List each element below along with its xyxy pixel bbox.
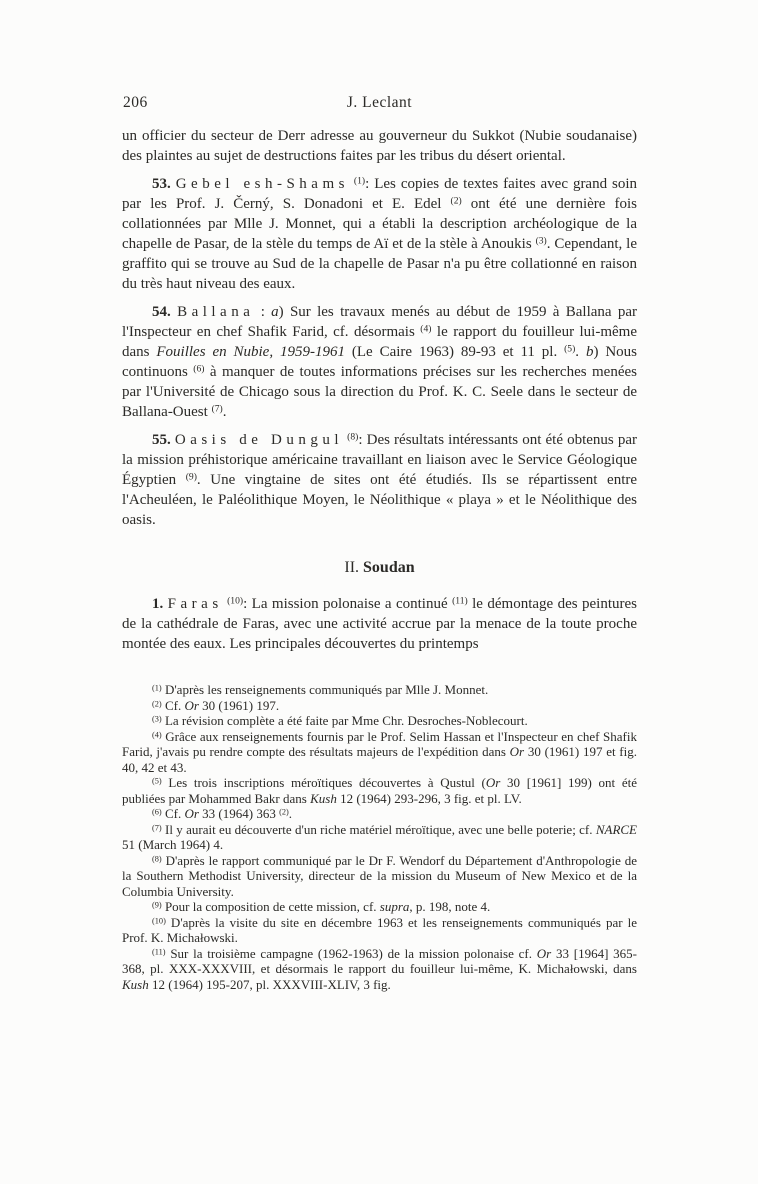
paragraph-1-faras: 1. Faras $^{(10)}$: La mission polonaise a continué $^{(11)}$ le démontage des peintures de la cathédrale de Faras, avec une activité accrue par la menace de la toute proche montée des eaux. Les principales découvertes du printemps bbox=[122, 595, 637, 652]
footnote-2: $^{(2)}$ Cf. Or 30 (1961) 197. bbox=[152, 697, 280, 713]
footnote-9: $^{(9)}$ Pour la composition de cette mission, cf. supra, p. 198, note 4. bbox=[152, 899, 491, 914]
footnote-6: $^{(6)}$ Cf. Or 33 (1964) 363 $^{(2)}$. bbox=[152, 806, 293, 821]
running-title: J. Leclant bbox=[346, 94, 413, 111]
footnote-8: $^{(8)}$ D'après le rapport communiqué par le Dr F. Wendorf du Département d'Anthropologie de la Southern Methodist University, directeur de la mission du Museum of New Mexico et de la Columbia University. bbox=[122, 852, 637, 899]
footnote-3: $^{(3)}$ La révision complète a été faite par Mme Chr. Desroches-Noblecourt. bbox=[152, 713, 528, 728]
paragraph-53-gebel-esh-shams: 53. Gebel esh-Shams $^{(1)}$: Les copies de textes faites avec grand soin par les Prof. J. Černý, S. Donadoni et E. Edel $^{(2)}$ ont été une dernière fois collationnées par Mlle J. Monnet, qui a établi la description archéologique de la chapelle de Pasar, de la stèle du temps de Aï et de la stèle à Anoukis $^{(3)}$. Cependant, le graffito qui se trouve au Sud de la chapelle de Pasar n'a pu être collationné en raison du très haut niveau des eaux. bbox=[122, 175, 638, 292]
paragraph-continuation: un officier du secteur de Derr adresse au gouverneur du Sukkot (Nubie soudanaise) des plaintes au sujet de destructions faites par les tribus du désert oriental. bbox=[122, 128, 637, 164]
paragraph-54-ballana: 54. Ballana : a) Sur les travaux menés au début de 1959 à Ballana par l'Inspecteur en chef Shafik Farid, cf. désormais $^{(4)}$ le rapport du fouilleur lui-même dans Fouilles en Nubie, 1959-1961 (Le Caire 1963) 89-93 et 11 pl. $^{(5)}$. b) Nous continuons $^{(6)}$ à manquer de toutes informations précises sur les recherches menées par l'Université de Chicago sous la direction du Prof. K. C. Seele dans le secteur de Ballana-Ouest $^{(7)}$. bbox=[122, 304, 638, 420]
body-text bbox=[122, 126, 637, 654]
footnote-11: $^{(11)}$ Sur la troisième campagne (1962-1963) de la mission polonaise cf. Or 33 [1964] 365-368, pl. XXX-XXXVIII, et désormais le rapport du fouilleur lui-même, K. Michałowski, dans Kush 12 (1964) 195-207, pl. XXXVIII-XLIV, 3 fig. bbox=[122, 945, 637, 992]
paragraph-55-oasis-de-dungul: 55. Oasis de Dungul $^{(8)}$: Des résultats intéressants ont été obtenus par la mission préhistorique américaine travaillant en liaison avec le Service Géologique Égyptien $^{(9)}$. Une vingtaine de sites ont été étudiés. Ils se répartissent entre l'Acheuléen, le Paléolithique Moyen, le Néolithique « playa » et le Néolithique des oasis. bbox=[122, 431, 638, 528]
footnote-1: $^{(1)}$ D'après les renseignements communiqués par Mlle J. Monnet. bbox=[152, 682, 489, 697]
footnotes-block bbox=[122, 682, 637, 992]
page-number: 206 bbox=[123, 94, 148, 111]
footnote-5: $^{(5)}$ Les trois inscriptions méroïtiques découvertes à Qustul (Or 30 [1961] 199) ont été publiées par Mohammed Bakr dans Kush 12 (1964) 293-296, 3 fig. et pl. LV. bbox=[122, 775, 637, 806]
footnote-10: $^{(10)}$ D'après la visite du site en décembre 1963 et les renseignements communiqués par le Prof. K. Michałowski. bbox=[122, 914, 637, 945]
footnote-4: $^{(4)}$ Grâce aux renseignements fournis par le Prof. Selim Hassan et l'Inspecteur en chef Shafik Farid, j'avais pu rendre compte des résultats majeurs de l'expédition dans Or 30 (1961) 197 et fig. 40, 42 et 43. bbox=[122, 728, 637, 775]
footnote-7: $^{(7)}$ Il y aurait eu découverte d'un riche matériel méroïtique, avec une belle poterie; cf. NARCE 51 (March 1964) 4. bbox=[122, 821, 637, 852]
running-header bbox=[122, 94, 637, 114]
section-heading-soudan: II. Soudan bbox=[344, 559, 415, 576]
